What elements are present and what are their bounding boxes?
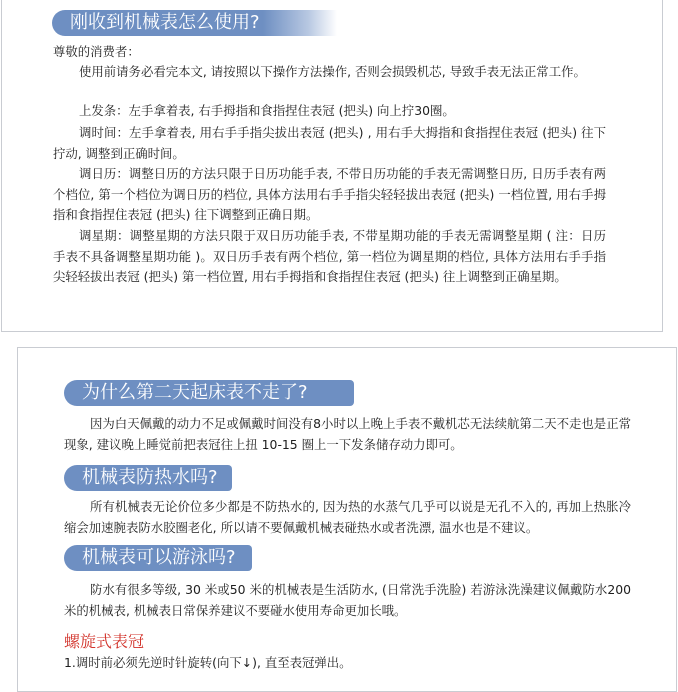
screw-crown-step-1: 1.调时前必须先逆时针旋转(向下↓), 直至表冠弹出。 bbox=[64, 655, 352, 670]
intro-paragraph: 使用前请务必看完本文, 请按照以下操作方法操作, 否则会损毁机芯, 导致手表无法正常工作。 bbox=[79, 64, 586, 79]
section-title-watch-stops: 为什么第二天起床表不走了? bbox=[64, 380, 354, 406]
winding-instruction: 上发条：左手拿着表, 右手拇指和食指捏住表冠 (把头) 向上拧30圈。 bbox=[79, 103, 455, 118]
screw-crown-title: 螺旋式表冠 bbox=[64, 632, 145, 651]
date-setting-instruction: 调日历：调整日历的方法只限于日历功能手表, 不带日历功能的手表无需调整日历, 日历手表有两个档位, 第一个档位为调日历的档位, 具体方法用右手手指尖轻轻拔出表冠 (把头) 一档位置, 用右手拇指和食指捏住表冠 (把头) 往下调整到正确日期。 bbox=[53, 166, 606, 223]
section-title-new-watch-usage: 刚收到机械表怎么使用? bbox=[52, 10, 337, 36]
section-title-swimming: 机械表可以游泳吗? bbox=[64, 545, 252, 571]
time-setting-instruction: 调时间：左手拿着表, 用右手手指尖拔出表冠 (把头) , 用右手大拇指和食指捏住表冠 (把头) 往下拧动, 调整到正确时间。 bbox=[53, 125, 606, 161]
swimming-answer: 防水有很多等级, 30 米或50 米的机械表是生活防水, (日常洗手洗脸) 若游泳洗澡建议佩戴防水200米的机械表, 机械表日常保养建议不要碰水使用寿命更加长哦。 bbox=[64, 582, 631, 618]
week-setting-instruction: 调星期：调整星期的方法只限于双日历功能手表, 不带星期功能的手表无需调整星期 ( 注：日历手表不具备调整星期功能 )。双日历手表有两个档位, 第一档位为调星期的档位, 具体方法用右手手指尖轻轻拔出表冠 (把头) 第一档位置, 用右手拇指和食指捏住表冠 (把头) 往上调整到正确星期。 bbox=[53, 228, 606, 285]
section-title-hot-water: 机械表防热水吗? bbox=[64, 465, 232, 491]
watch-stops-answer: 因为白天佩戴的动力不足或佩戴时间没有8小时以上晚上手表不戴机芯无法续航第二天不走也是正常现象, 建议晚上睡觉前把表冠往上扭 10-15 圈上一下发条储存动力即可。 bbox=[64, 416, 631, 452]
greeting-text: 尊敬的消费者： bbox=[53, 44, 140, 59]
hot-water-answer: 所有机械表无论价位多少都是不防热水的, 因为热的水蒸气几乎可以说是无孔不入的, 再加上热胀冷缩会加速腕表防水胶圈老化, 所以请不要佩戴机械表碰热水或者洗漂, 温水也是不建议。 bbox=[64, 499, 631, 535]
